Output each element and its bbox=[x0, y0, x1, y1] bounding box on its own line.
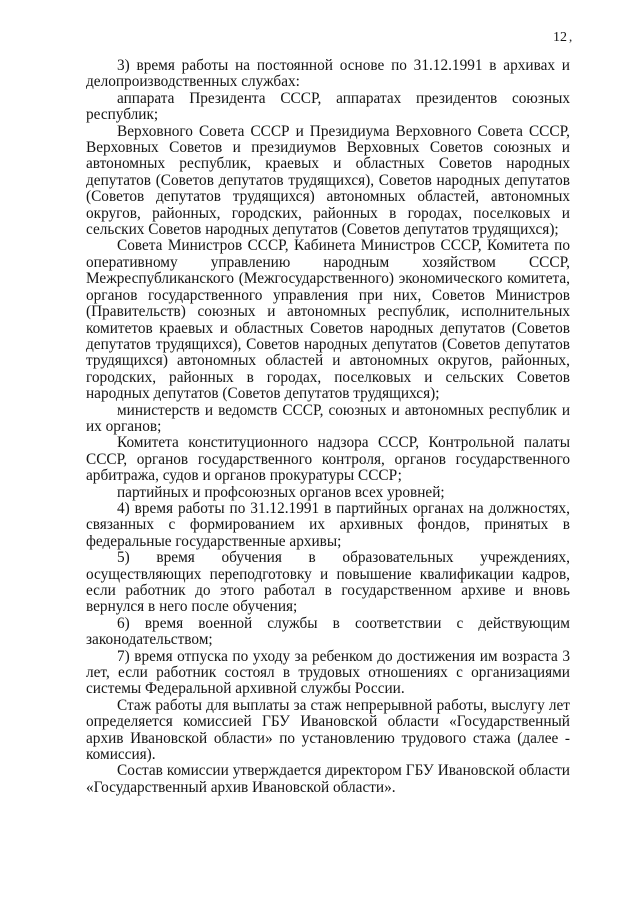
paragraph-commission-composition: Состав комиссии утверждается директором ГБУ Ивановской области «Государственный архив Ивановской области». bbox=[86, 762, 570, 796]
paragraph-presidential-apparatus: аппарата Президента СССР, аппаратах президентов союзных республик; bbox=[86, 89, 570, 124]
paragraph-party-trade-union: партийных и профсоюзных органов всех уровней; bbox=[117, 483, 445, 501]
paragraph-control-bodies: Комитета конституционного надзора СССР, Контрольной палаты СССР, органов государственного контроля, органов государственного арбитража, судов и органов прокуратуры СССР; bbox=[86, 434, 570, 485]
paragraph-supreme-soviets: Верховного Совета СССР и Президиума Верховного Совета СССР, Верховных Советов и президиумов Верховных Советов союзных и автономных республик, краевых и областных Советов народных депутатов (Советов депутатов трудящихся), Советов народных депутатов (Советов депутатов трудящихся) автономных областей, автономных округов, районных, городских, районных в городах, поселковых и сельских Советов народных депутатов (Советов депутатов трудящихся); bbox=[86, 122, 570, 239]
paragraph-item-3-intro: 3) время работы на постоянной основе по 31.12.1991 в архивах и делопроизводственных службах: bbox=[86, 57, 570, 91]
paragraph-ministries: министерств и ведомств СССР, союзных и автономных республик и их органов; bbox=[86, 401, 570, 435]
document-body bbox=[86, 58, 570, 796]
paragraph-item-6: 6) время военной службы в соответствии с действующим законодательством; bbox=[86, 614, 570, 649]
paragraph-councils-of-ministers: Совета Министров СССР, Кабинета Министров СССР, Комитета по оперативному управлению народным хозяйством СССР, Межреспубликанского (Межгосударственного) экономического комитета, органов государственного управления при них, Советов Министров (Правительств) союзных и автономных республик, исполнительных комитетов краевых и областных Советов народных депутатов (Советов депутатов трудящихся), Советов народных депутатов (Советов депутатов трудящихся) автономных областей и автономных округов, районных, городских, районных в городах, поселковых и сельских Советов народных депутатов (Советов депутатов трудящихся); bbox=[86, 237, 570, 403]
paragraph-item-5: 5) время обучения в образовательных учреждениях, осуществляющих переподготовку и повышение квалификации кадров, если работник до этого работал в государственном архиве и вновь вернулся в него после обучения; bbox=[86, 549, 570, 616]
paragraph-item-7: 7) время отпуска по уходу за ребенком до достижения им возраста 3 лет, если работник состоял в трудовых отношениях с организациями системы Федеральной архивной службы России. bbox=[86, 647, 570, 698]
page-number-value: 12 bbox=[553, 30, 567, 45]
paragraph-commission-definition: Стаж работы для выплаты за стаж непрерывной работы, выслугу лет определяется комиссией ГБУ Ивановской области «Государственный архив Ивановской области» по установлению трудового стажа (далее - комиссия). bbox=[86, 696, 570, 764]
page-number bbox=[553, 29, 572, 46]
paragraph-item-4: 4) время работы по 31.12.1991 в партийных органах на должностях, связанных с формированием их архивных фондов, принятых в федеральные государственные архивы; bbox=[86, 499, 570, 550]
page-number-mark: , bbox=[569, 29, 573, 44]
